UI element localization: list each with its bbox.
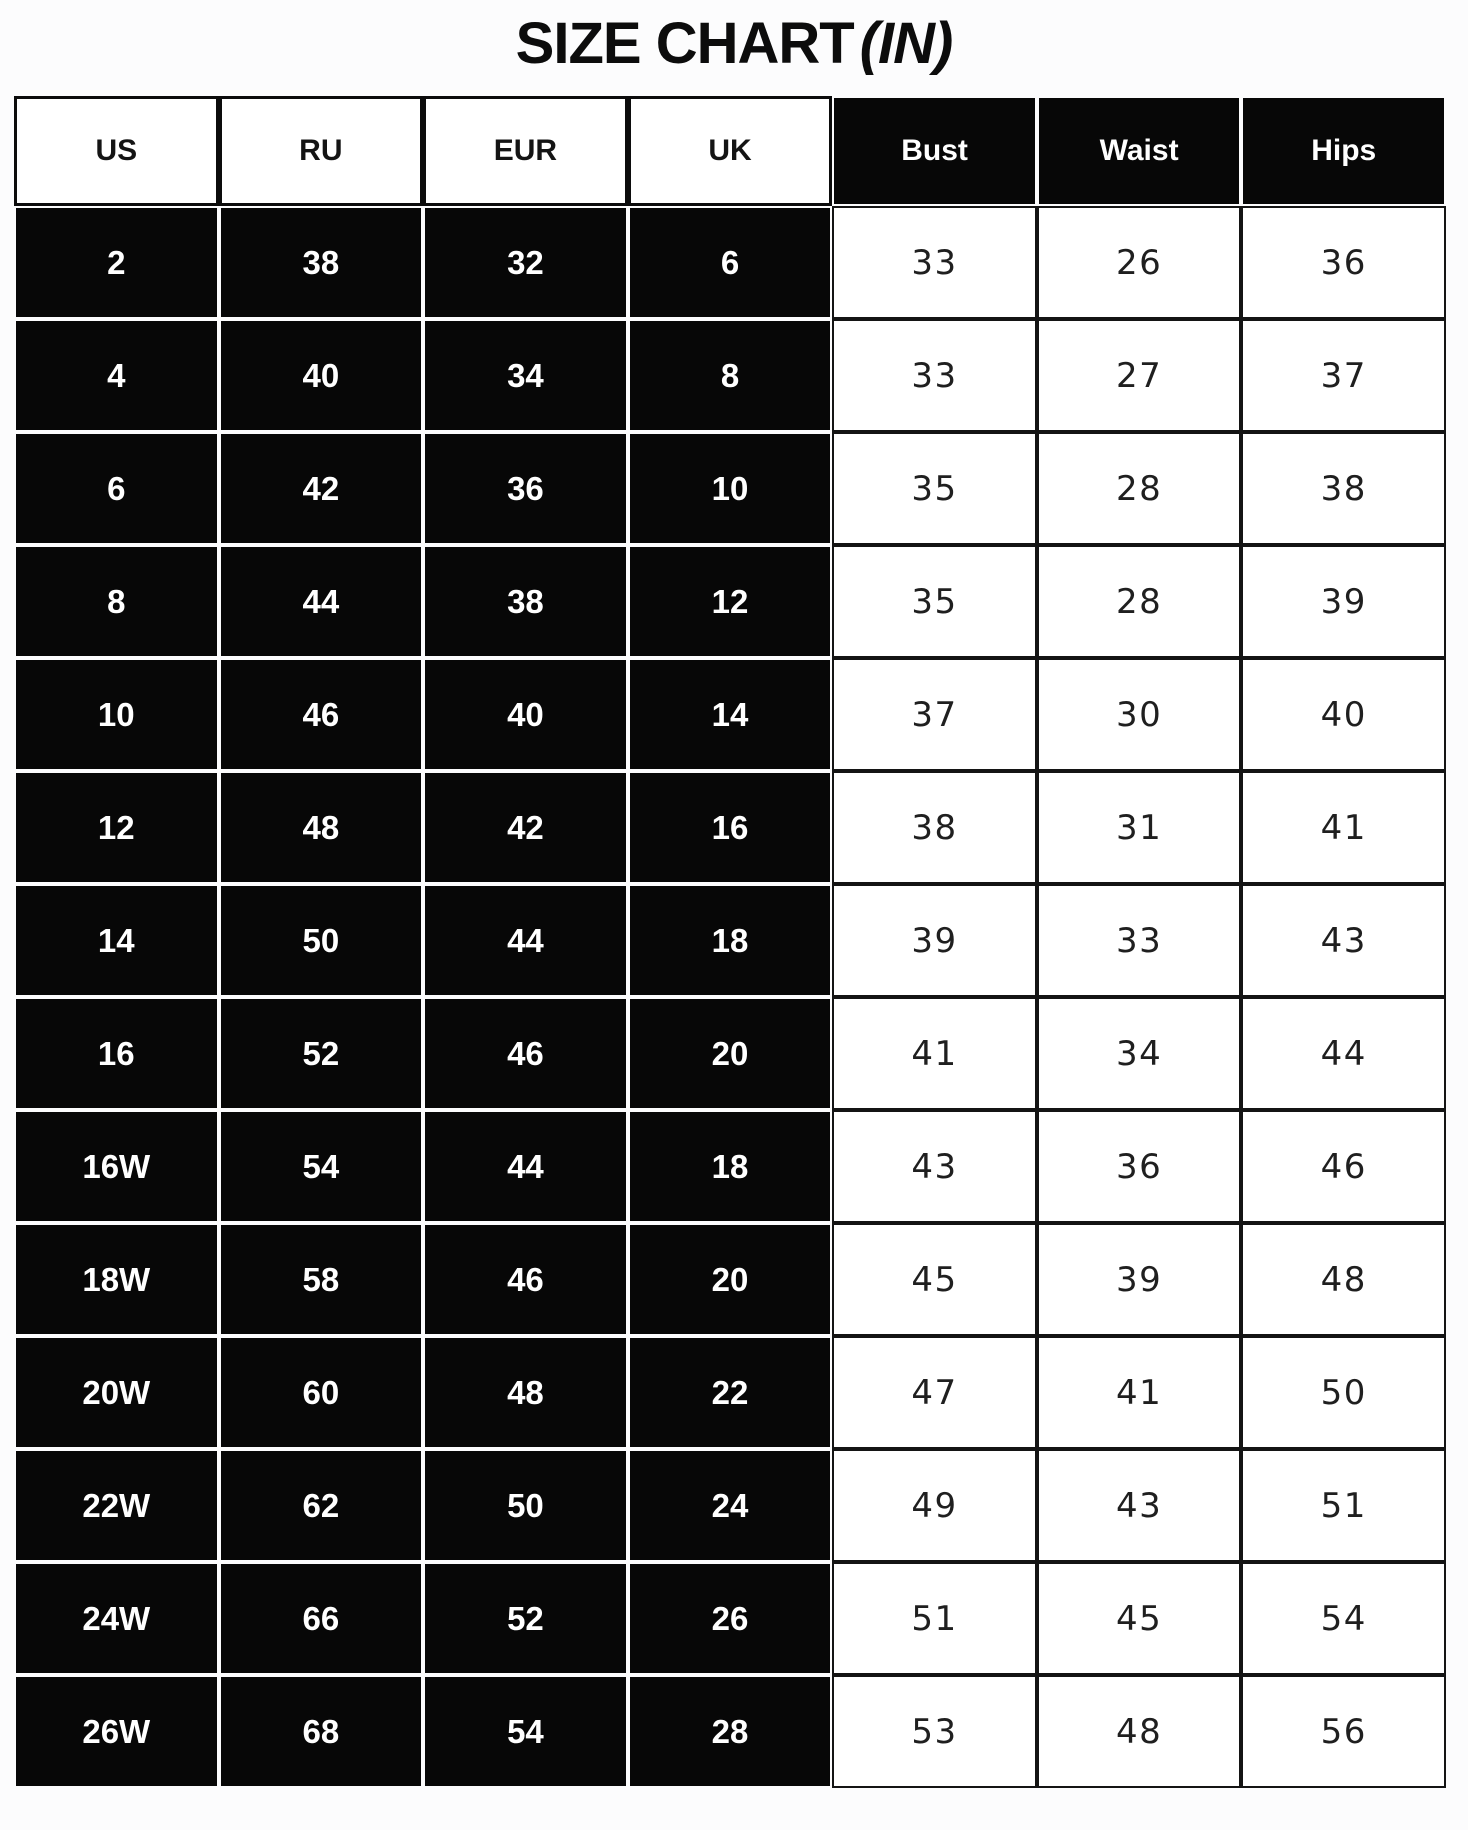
size-cell-ru: 40 bbox=[219, 319, 424, 432]
size-chart-table bbox=[14, 96, 1446, 1788]
size-cell-ru: 68 bbox=[219, 1675, 424, 1788]
page-title-text: SIZE CHART bbox=[515, 11, 854, 76]
header-ru: RU bbox=[219, 96, 424, 206]
measure-cell-bust: 37 bbox=[832, 658, 1037, 771]
size-cell-eur: 32 bbox=[423, 206, 628, 319]
size-cell-us: 2 bbox=[14, 206, 219, 319]
measure-cell-waist: 39 bbox=[1037, 1223, 1242, 1336]
measure-cell-hips: 48 bbox=[1241, 1223, 1446, 1336]
size-cell-eur: 54 bbox=[423, 1675, 628, 1788]
size-cell-us: 4 bbox=[14, 319, 219, 432]
header-eur: EUR bbox=[423, 96, 628, 206]
measure-cell-bust: 41 bbox=[832, 997, 1037, 1110]
measure-cell-bust: 35 bbox=[832, 432, 1037, 545]
size-cell-us: 18W bbox=[14, 1223, 219, 1336]
measure-cell-waist: 27 bbox=[1037, 319, 1242, 432]
size-cell-eur: 42 bbox=[423, 771, 628, 884]
measure-cell-bust: 43 bbox=[832, 1110, 1037, 1223]
page-title-unit: (IN) bbox=[859, 11, 953, 76]
size-cell-eur: 52 bbox=[423, 1562, 628, 1675]
size-cell-ru: 38 bbox=[219, 206, 424, 319]
measure-cell-hips: 54 bbox=[1241, 1562, 1446, 1675]
header-hips: Hips bbox=[1241, 96, 1446, 206]
size-cell-uk: 24 bbox=[628, 1449, 833, 1562]
measure-cell-waist: 41 bbox=[1037, 1336, 1242, 1449]
measure-cell-bust: 35 bbox=[832, 545, 1037, 658]
size-cell-ru: 50 bbox=[219, 884, 424, 997]
measure-cell-bust: 47 bbox=[832, 1336, 1037, 1449]
size-cell-us: 22W bbox=[14, 1449, 219, 1562]
measure-cell-waist: 36 bbox=[1037, 1110, 1242, 1223]
size-cell-us: 12 bbox=[14, 771, 219, 884]
measure-cell-waist: 48 bbox=[1037, 1675, 1242, 1788]
measure-cell-waist: 26 bbox=[1037, 206, 1242, 319]
size-cell-ru: 42 bbox=[219, 432, 424, 545]
size-cell-uk: 20 bbox=[628, 997, 833, 1110]
size-cell-ru: 58 bbox=[219, 1223, 424, 1336]
size-cell-uk: 18 bbox=[628, 884, 833, 997]
measure-cell-waist: 31 bbox=[1037, 771, 1242, 884]
measure-cell-hips: 56 bbox=[1241, 1675, 1446, 1788]
size-cell-us: 24W bbox=[14, 1562, 219, 1675]
size-cell-eur: 48 bbox=[423, 1336, 628, 1449]
size-cell-ru: 60 bbox=[219, 1336, 424, 1449]
measure-cell-waist: 28 bbox=[1037, 545, 1242, 658]
size-cell-uk: 22 bbox=[628, 1336, 833, 1449]
size-cell-eur: 46 bbox=[423, 997, 628, 1110]
size-cell-uk: 14 bbox=[628, 658, 833, 771]
size-cell-uk: 6 bbox=[628, 206, 833, 319]
size-cell-uk: 10 bbox=[628, 432, 833, 545]
header-waist: Waist bbox=[1037, 96, 1242, 206]
size-cell-ru: 48 bbox=[219, 771, 424, 884]
page-title bbox=[0, 6, 1468, 81]
size-cell-eur: 34 bbox=[423, 319, 628, 432]
size-cell-eur: 44 bbox=[423, 1110, 628, 1223]
measure-cell-bust: 39 bbox=[832, 884, 1037, 997]
measure-cell-bust: 53 bbox=[832, 1675, 1037, 1788]
size-cell-uk: 20 bbox=[628, 1223, 833, 1336]
size-cell-us: 26W bbox=[14, 1675, 219, 1788]
size-cell-us: 20W bbox=[14, 1336, 219, 1449]
size-cell-eur: 44 bbox=[423, 884, 628, 997]
header-us: US bbox=[14, 96, 219, 206]
size-cell-ru: 54 bbox=[219, 1110, 424, 1223]
size-cell-ru: 52 bbox=[219, 997, 424, 1110]
measure-cell-bust: 38 bbox=[832, 771, 1037, 884]
size-cell-us: 10 bbox=[14, 658, 219, 771]
size-cell-eur: 50 bbox=[423, 1449, 628, 1562]
measure-cell-hips: 36 bbox=[1241, 206, 1446, 319]
size-cell-ru: 46 bbox=[219, 658, 424, 771]
measure-cell-hips: 37 bbox=[1241, 319, 1446, 432]
measure-cell-hips: 44 bbox=[1241, 997, 1446, 1110]
header-bust: Bust bbox=[832, 96, 1037, 206]
size-cell-us: 16 bbox=[14, 997, 219, 1110]
size-cell-ru: 44 bbox=[219, 545, 424, 658]
size-cell-eur: 40 bbox=[423, 658, 628, 771]
size-cell-us: 16W bbox=[14, 1110, 219, 1223]
measure-cell-waist: 30 bbox=[1037, 658, 1242, 771]
size-cell-uk: 26 bbox=[628, 1562, 833, 1675]
size-cell-us: 8 bbox=[14, 545, 219, 658]
measure-cell-bust: 33 bbox=[832, 319, 1037, 432]
measure-cell-bust: 49 bbox=[832, 1449, 1037, 1562]
measure-cell-bust: 45 bbox=[832, 1223, 1037, 1336]
measure-cell-bust: 33 bbox=[832, 206, 1037, 319]
header-uk: UK bbox=[628, 96, 833, 206]
measure-cell-hips: 41 bbox=[1241, 771, 1446, 884]
measure-cell-hips: 43 bbox=[1241, 884, 1446, 997]
measure-cell-bust: 51 bbox=[832, 1562, 1037, 1675]
size-cell-us: 14 bbox=[14, 884, 219, 997]
measure-cell-hips: 39 bbox=[1241, 545, 1446, 658]
measure-cell-waist: 33 bbox=[1037, 884, 1242, 997]
measure-cell-waist: 34 bbox=[1037, 997, 1242, 1110]
measure-cell-hips: 38 bbox=[1241, 432, 1446, 545]
size-cell-uk: 8 bbox=[628, 319, 833, 432]
size-cell-eur: 36 bbox=[423, 432, 628, 545]
size-cell-uk: 18 bbox=[628, 1110, 833, 1223]
measure-cell-waist: 28 bbox=[1037, 432, 1242, 545]
size-cell-us: 6 bbox=[14, 432, 219, 545]
size-cell-ru: 66 bbox=[219, 1562, 424, 1675]
size-cell-ru: 62 bbox=[219, 1449, 424, 1562]
size-cell-uk: 12 bbox=[628, 545, 833, 658]
measure-cell-hips: 51 bbox=[1241, 1449, 1446, 1562]
measure-cell-waist: 45 bbox=[1037, 1562, 1242, 1675]
size-cell-eur: 46 bbox=[423, 1223, 628, 1336]
measure-cell-waist: 43 bbox=[1037, 1449, 1242, 1562]
size-cell-eur: 38 bbox=[423, 545, 628, 658]
measure-cell-hips: 46 bbox=[1241, 1110, 1446, 1223]
measure-cell-hips: 40 bbox=[1241, 658, 1446, 771]
measure-cell-hips: 50 bbox=[1241, 1336, 1446, 1449]
size-cell-uk: 28 bbox=[628, 1675, 833, 1788]
size-cell-uk: 16 bbox=[628, 771, 833, 884]
